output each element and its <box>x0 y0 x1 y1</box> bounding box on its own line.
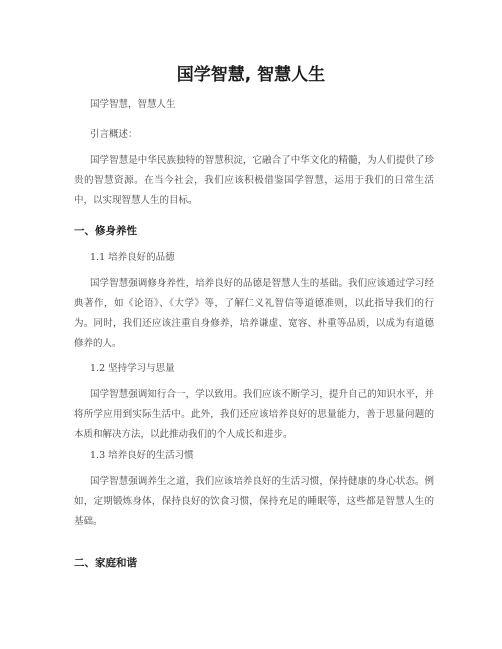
document-title: 国学智慧, 智慧人生 <box>176 65 326 85</box>
subsection-paragraph-1-1: 国学智慧强调修身养性，培养良好的品德是智慧人生的基础。我们应该通过学习经典著作，如《论语》、《大学》等，了解仁义礼智信等道德准则，以此指导我们的行为。同时，我们还应该注重自身修养，培养谦虚、宽容、朴重等品质，以成为有道德修养的人。 <box>74 278 434 349</box>
subsection-heading-1-1: 1.1 培养良好的品德 <box>90 252 175 263</box>
intro-label: 引言概述： <box>90 129 138 140</box>
intro-paragraph: 国学智慧是中华民族独特的智慧积淀，它融合了中华文化的精髓，为人们提供了珍贵的智慧资源。在当今社会，我们应该积极借鉴国学智慧，运用于我们的日常生活中，以实现智慧人生的目标。 <box>74 155 434 206</box>
subsection-paragraph-1-3: 国学智慧强调养生之道，我们应该培养良好的生活习惯，保持健康的身心状态。例如，定期锻炼身体，保持良好的饮食习惯，保持充足的睡眠等，这些都是智慧人生的基础。 <box>74 476 434 527</box>
section-heading-2: 二、家庭和谐 <box>74 557 137 569</box>
subsection-heading-1-3: 1.3 培养良好的生活习惯 <box>90 450 194 461</box>
document-subtitle: 国学智慧，智慧人生 <box>90 99 176 110</box>
subsection-heading-1-2: 1.2 坚持学习与思量 <box>90 363 175 374</box>
subsection-paragraph-1-2: 国学智慧强调知行合一，学以致用。我们应该不断学习，提升自己的知识水平，并将所学应用到实际生活中。此外，我们还应该培养良好的思量能力，善于思量问题的本质和解决方法，以此推动我们的个人成长和进步。 <box>74 389 434 440</box>
section-heading-1: 一、修身养性 <box>74 225 137 237</box>
